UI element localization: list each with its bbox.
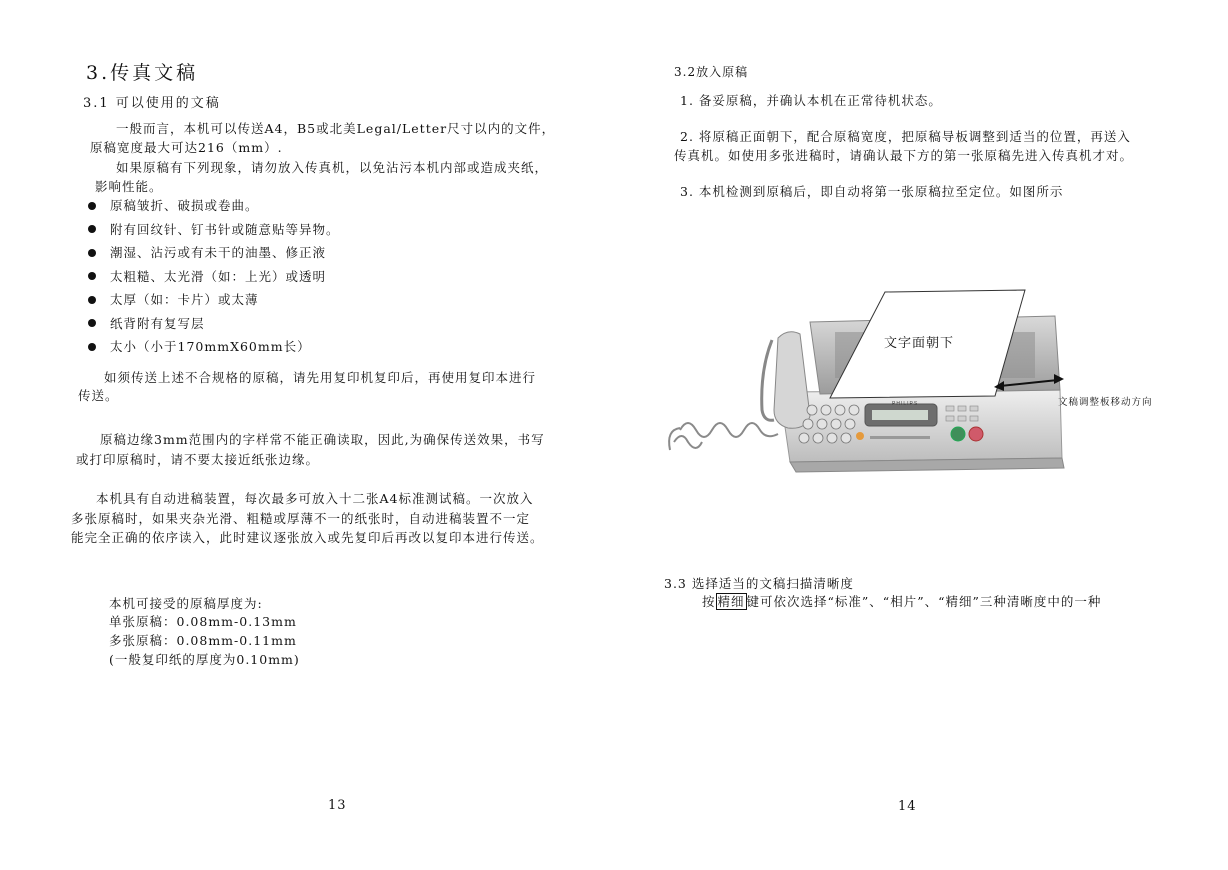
bullet-icon [88,296,96,304]
fine-key-label: 精细 [717,594,745,609]
list-item: 纸背附有复写层 [88,314,340,338]
bullet-icon [88,272,96,280]
step-2-line-2: 传真机。如使用多张进稿时，请确认最下方的第一张原稿先进入传真机才对。 [674,148,1134,163]
warning-line-2: 影响性能。 [95,179,163,194]
adf-note-line-3: 能完全正确的依序读入，此时建议逐张放入或先复印后再改以复印本进行传送。 [71,530,544,545]
thickness-title: 本机可接受的原稿厚度为: [109,596,263,611]
subsection-title-3-1: 3.1 可以使用的文稿 [83,96,221,111]
margin-note-line-1: 原稿边缘3mm范围内的字样常不能正确读取，因此,为确保传送效果，书写 [100,432,545,447]
bullet-icon [88,202,96,210]
thickness-single: 单张原稿：0.08mm-0.13mm [109,614,297,629]
thickness-note: (一般复印纸的厚度为0.10mm) [109,652,300,667]
start-button [951,427,965,441]
subsection-title-3-3: 3.3 选择适当的文稿扫描清晰度 [664,576,854,591]
bullet-icon [88,319,96,327]
list-item: 太粗糙、太光滑（如：上光）或透明 [88,267,340,291]
page-number-left: 13 [328,798,347,813]
page-number-right: 14 [898,799,917,814]
adf-note-line-1: 本机具有自动进稿装置，每次最多可放入十二张A4标准测试稿。一次放入 [96,491,534,506]
step-1: 1. 备妥原稿，并确认本机在正常待机状态。 [680,93,942,108]
copy-advice-line-2: 传送。 [78,388,119,403]
paper-face-down-label: 文字面朝下 [884,336,955,351]
bullet-icon [88,225,96,233]
list-item: 太小（小于170mmX60mm长） [88,337,340,361]
list-item: 太厚（如：卡片）或太薄 [88,290,340,314]
list-item: 潮湿、沾污或有未干的油墨、修正液 [88,243,340,267]
margin-note-line-2: 或打印原稿时，请不要太接近纸张边缘。 [76,452,320,467]
intro-line-1: 一般而言，本机可以传送A4，B5或北美Legal/Letter尺寸以内的文件， [116,121,556,136]
bullet-icon [88,343,96,351]
subsection-title-3-2: 3.2放入原稿 [674,65,749,79]
phone-cord [669,423,778,450]
thickness-multi: 多张原稿：0.08mm-0.11mm [109,633,297,648]
list-item: 附有回纹针、钉书针或随意贴等异物。 [88,220,340,244]
adf-note-line-2: 多张原稿时，如果夹杂光滑、粗糙或厚薄不一的纸张时，自动进稿装置不一定 [71,511,531,526]
fax-machine-figure [660,280,1160,480]
resolution-instruction: 按 精细 键可依次选择“标准”、“相片”、“精细”三种清晰度中的一种 [702,594,1102,609]
handset [774,332,810,429]
guide-direction-label: 文稿调整板移动方向 [1058,397,1153,408]
brand-label: PHILIPS [892,401,919,407]
list-item: 原稿皱折、破损或卷曲。 [88,196,340,220]
bullet-icon [88,249,96,257]
step-2-line-1: 2. 将原稿正面朝下，配合原稿宽度，把原稿导板调整到适当的位置，再送入 [680,129,1131,144]
warning-line-1: 如果原稿有下列现象，请勿放入传真机，以免沾污本机内部或造成夹纸， [116,160,549,175]
orange-button [856,432,864,440]
intro-line-2: 原稿宽度最大可达216（mm）. [90,140,283,155]
stop-button [969,427,983,441]
bullet-list [88,196,340,361]
copy-advice-line-1: 如须传送上述不合规格的原稿，请先用复印机复印后，再使用复印本进行 [104,370,537,385]
step-3: 3. 本机检测到原稿后，即自动将第一张原稿拉至定位。如图所示 [680,184,1064,199]
section-title: 3.传真文稿 [86,62,199,84]
